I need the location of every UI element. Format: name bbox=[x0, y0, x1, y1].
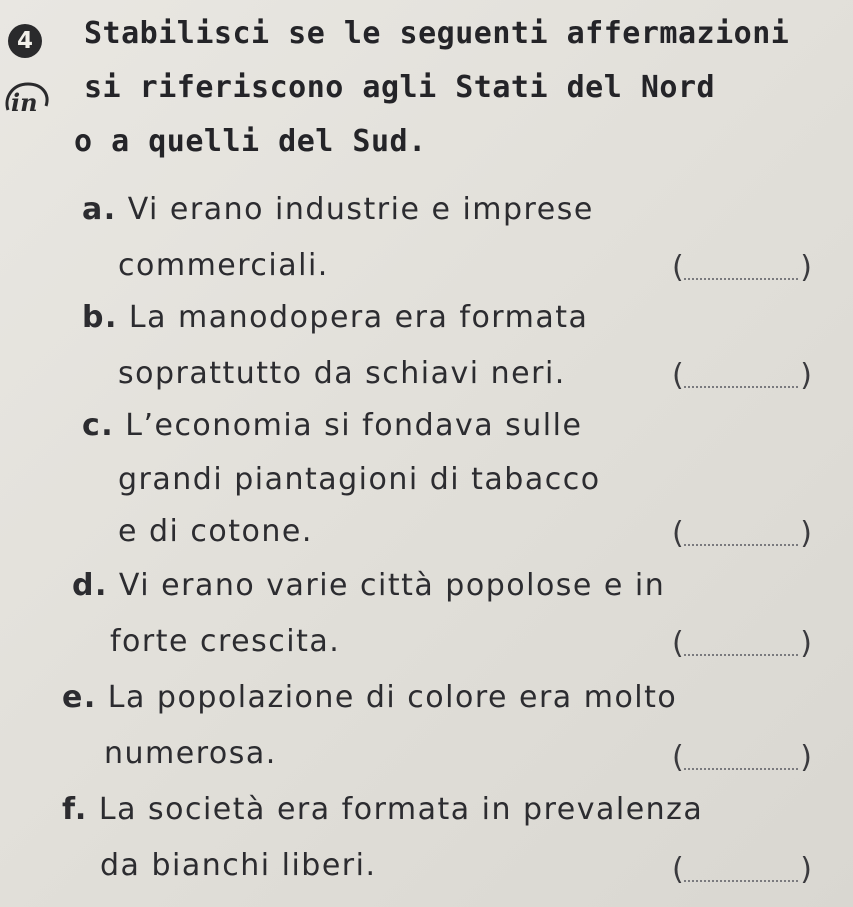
item-letter: a. bbox=[82, 192, 117, 227]
item-f-line-2: da bianchi liberi. bbox=[100, 848, 377, 883]
item-c-line-3: e di cotone. bbox=[118, 514, 313, 549]
item-a-line-1 bbox=[82, 192, 594, 227]
item-text: Vi erano varie città popolose e in bbox=[118, 568, 666, 603]
exercise-number: 4 bbox=[16, 28, 33, 54]
item-e-line-1 bbox=[62, 680, 677, 715]
item-letter: e. bbox=[62, 680, 97, 715]
answer-input-e[interactable] bbox=[684, 768, 798, 770]
item-letter: f. bbox=[62, 792, 88, 827]
answer-blank-f[interactable]: ( ) bbox=[672, 852, 812, 887]
item-f-line-1 bbox=[62, 792, 703, 827]
instruction-line-2: si riferiscono agli Stati del Nord bbox=[84, 70, 716, 105]
answer-blank-b[interactable]: ( ) bbox=[672, 358, 812, 393]
answer-input-d[interactable] bbox=[684, 654, 798, 656]
item-c-line-1 bbox=[82, 408, 582, 443]
instruction-line-3: o a quelli del Sud. bbox=[74, 124, 427, 159]
item-text: La società era formata in prevalenza bbox=[98, 792, 704, 827]
answer-blank-c[interactable]: ( ) bbox=[672, 516, 812, 551]
item-text: L’economia si fondava sulle bbox=[125, 408, 583, 443]
item-a-line-2: commerciali. bbox=[118, 248, 329, 283]
instruction-line-1: Stabilisci se le seguenti affermazioni bbox=[84, 16, 790, 51]
answer-blank-d[interactable]: ( ) bbox=[672, 626, 812, 661]
answer-blank-e[interactable]: ( ) bbox=[672, 740, 812, 775]
answer-input-c[interactable] bbox=[684, 544, 798, 546]
item-d-line-1 bbox=[72, 568, 665, 603]
item-letter: b. bbox=[82, 300, 118, 335]
svg-text:in: in bbox=[11, 88, 38, 117]
answer-input-a[interactable] bbox=[684, 278, 798, 280]
item-e-line-2: numerosa. bbox=[104, 736, 277, 771]
in-group-work-icon bbox=[2, 80, 52, 120]
item-b-line-1 bbox=[82, 300, 588, 335]
item-letter: c. bbox=[82, 408, 115, 443]
answer-blank-a[interactable]: ( ) bbox=[672, 250, 812, 285]
item-text: Vi erano industrie e imprese bbox=[127, 192, 594, 227]
item-letter: d. bbox=[72, 568, 108, 603]
answer-input-f[interactable] bbox=[684, 880, 798, 882]
item-c-line-2: grandi piantagioni di tabacco bbox=[118, 462, 601, 497]
item-text: La popolazione di colore era molto bbox=[107, 680, 678, 715]
answer-input-b[interactable] bbox=[684, 386, 798, 388]
exercise-number-badge bbox=[8, 24, 42, 58]
item-b-line-2: soprattutto da schiavi neri. bbox=[118, 356, 566, 391]
item-d-line-2: forte crescita. bbox=[110, 624, 341, 659]
item-text: La manodopera era formata bbox=[128, 300, 589, 335]
